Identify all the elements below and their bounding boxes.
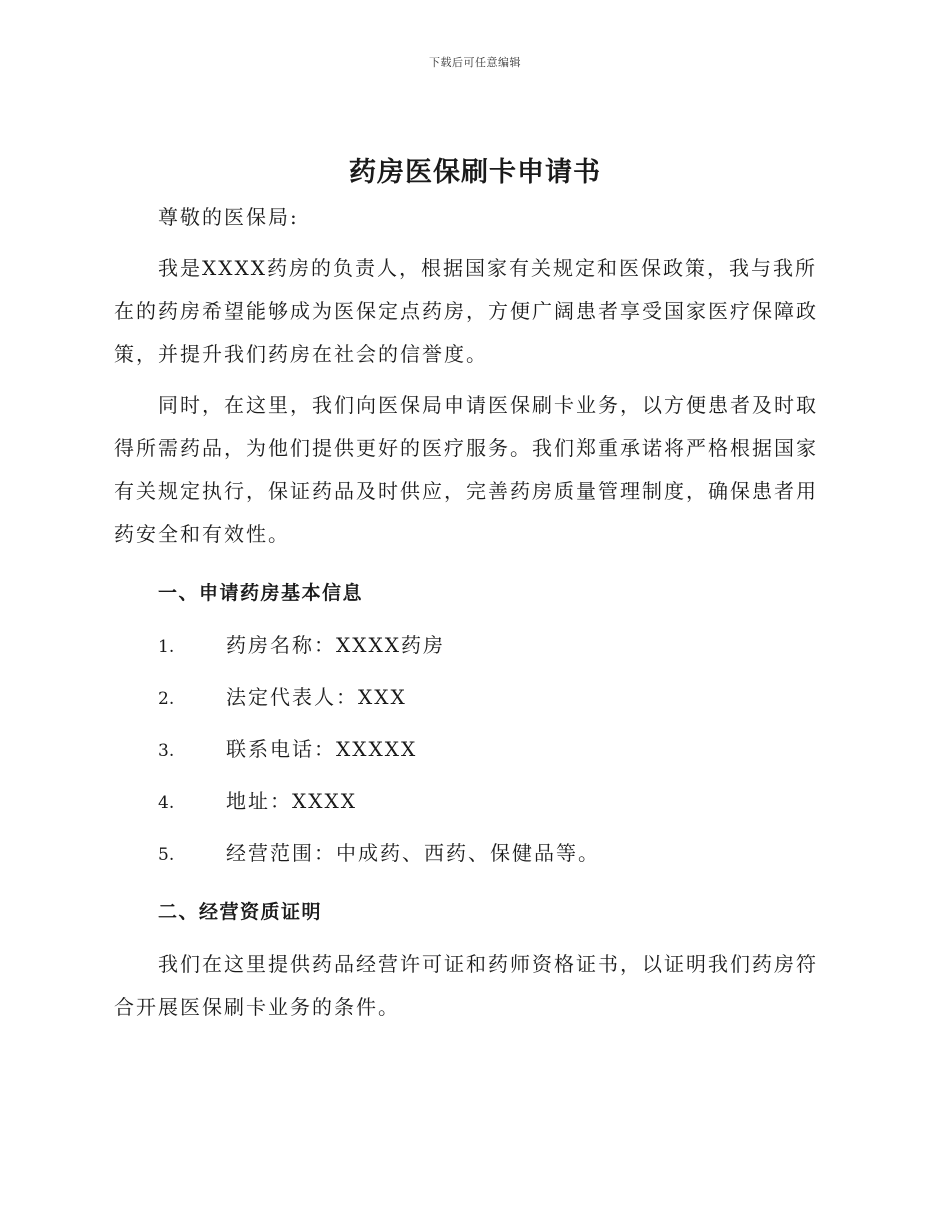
list-item-text: 联系电话：XXXXX [226,737,418,761]
intro-paragraph: 我是XXXX药房的负责人，根据国家有关规定和医保政策，我与我所在的药房希望能够成为医保定点药房，方便广阔患者享受国家医疗保障政策，并提升我们药房在社会的信誉度。 [114,256,818,366]
qualification-paragraph: 我们在这里提供药品经营许可证和药师资格证书，以证明我们药房符合开展医保刷卡业务的条件。 [114,952,818,1019]
document-body [114,196,834,1029]
list-item-text: 地址：XXXX [226,789,357,813]
salutation: 尊敬的医保局: [158,205,299,229]
list-item-text: 法定代表人：XXX [226,685,407,709]
list-item-number: 1. [158,637,175,657]
list-item [114,728,834,771]
list-item-number: 5. [158,845,175,865]
list-item [114,676,834,719]
section-heading-qualification: 二、经营资质证明 [158,901,323,923]
list-item-text: 药房名称：XXXX药房 [226,633,445,657]
list-item [114,832,834,875]
list-item [114,624,834,667]
list-item-number: 4. [158,793,175,813]
request-paragraph: 同时，在这里，我们向医保局申请医保刷卡业务，以方便患者及时取得所需药品，为他们提供更好的医疗服务。我们郑重承诺将严格根据国家有关规定执行，保证药品及时供应，完善药房质量管理制度，确保患者用药安全和有效性。 [114,393,818,546]
list-item-text: 经营范围：中成药、西药、保健品等。 [226,841,600,865]
basic-info-list [114,624,834,875]
document-title: 药房医保刷卡申请书 [349,157,601,188]
header-note: 下载后可任意编辑 [429,56,521,69]
section-heading-basic-info: 一、申请药房基本信息 [158,582,364,604]
list-item-number: 3. [158,741,175,761]
list-item-number: 2. [158,689,175,709]
list-item [114,780,834,823]
